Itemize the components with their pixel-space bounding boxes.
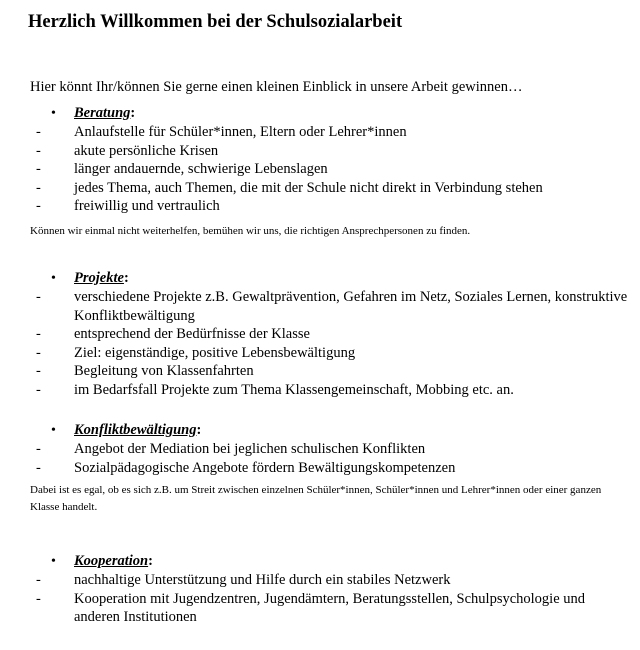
section-note: Dabei ist es egal, ob es sich z.B. um Streit zwischen einzelnen Schüler*innen, Schüler*innen und Lehrer*innen oder einer ganzen Klasse handelt. xyxy=(30,484,602,514)
dash-icon: - xyxy=(36,124,41,140)
section-title: Projekte xyxy=(74,270,124,286)
list-item: - akute persönliche Krisen xyxy=(36,142,219,159)
list-item: - im Bedarfsfall Projekte zum Thema Klassengemeinschaft, Mobbing etc. an. xyxy=(36,381,514,398)
dash-icon: - xyxy=(36,459,41,476)
page-title: Herzlich Willkommen bei der Schulsozialarbeit xyxy=(28,12,403,32)
section-list xyxy=(30,288,630,400)
list-item: - nachhaltige Unterstützung und Hilfe durch ein stabiles Netzwerk xyxy=(36,572,451,588)
intro-text: Hier könnt Ihr/können Sie gerne einen kleinen Einblick in unsere Arbeit gewinnen… xyxy=(30,79,523,95)
bullet-icon: • xyxy=(51,554,56,569)
list-item: - jedes Thema, auch Themen, die mit der Schule nicht direkt in Verbindung stehen xyxy=(36,179,543,196)
section-note: Können wir einmal nicht weiterhelfen, bemühen wir uns, die richtigen Ansprechpersonen zu finden. xyxy=(30,224,471,237)
bullet-icon: • xyxy=(51,271,56,286)
section-projekte xyxy=(30,269,630,400)
bullet-icon: • xyxy=(51,423,56,438)
section-title: Kooperation xyxy=(74,553,149,569)
list-item: - Sozialpädagogische Angebote fördern Bewältigungskompetenzen xyxy=(36,459,456,476)
dash-icon: - xyxy=(36,441,41,457)
list-item: - Ziel: eigenständige, positive Lebensbewältigung xyxy=(36,344,356,361)
dash-icon: - xyxy=(36,179,41,196)
list-item: - Angebot der Mediation bei jeglichen schulischen Konflikten xyxy=(36,441,426,457)
dash-icon: - xyxy=(36,198,41,215)
dash-icon: - xyxy=(36,289,41,305)
section-konfliktbewaeltigung xyxy=(30,421,630,516)
dash-icon: - xyxy=(36,363,41,380)
section-heading: • Kooperation: xyxy=(51,553,153,569)
list-item: - Begleitung von Klassenfahrten xyxy=(36,363,254,380)
list-item: - länger andauernde, schwierige Lebenslagen xyxy=(36,161,328,178)
list-item: - verschiedene Projekte z.B. Gewaltprävention, Gefahren im Netz, Soziales Lernen, konstruktive Konfliktbewältigung xyxy=(36,289,628,324)
section-kooperation xyxy=(30,552,630,627)
section-title: Konfliktbewältigung xyxy=(74,422,197,438)
bullet-icon: • xyxy=(51,106,56,121)
dash-icon: - xyxy=(36,326,41,343)
section-heading: • Projekte: xyxy=(51,270,129,286)
section-list xyxy=(30,571,630,627)
dash-icon: - xyxy=(36,381,41,398)
dash-icon: - xyxy=(36,590,41,607)
section-heading: • Beratung: xyxy=(51,105,136,121)
list-item: - Kooperation mit Jugendzentren, Jugendämtern, Beratungsstellen, Schulpsychologie und anderen Institutionen xyxy=(36,590,586,626)
section-list xyxy=(30,440,630,477)
dash-icon: - xyxy=(36,344,41,361)
section-heading: • Konfliktbewältigung: xyxy=(51,422,202,438)
dash-icon: - xyxy=(36,142,41,159)
section-title: Beratung xyxy=(74,105,131,121)
list-item: - freiwillig und vertraulich xyxy=(36,198,220,215)
section-list xyxy=(30,123,630,216)
section-beratung xyxy=(30,104,630,240)
list-item: - Anlaufstelle für Schüler*innen, Eltern oder Lehrer*innen xyxy=(36,124,407,140)
dash-icon: - xyxy=(36,572,41,588)
list-item: - entsprechend der Bedürfnisse der Klasse xyxy=(36,326,310,343)
dash-icon: - xyxy=(36,161,41,178)
